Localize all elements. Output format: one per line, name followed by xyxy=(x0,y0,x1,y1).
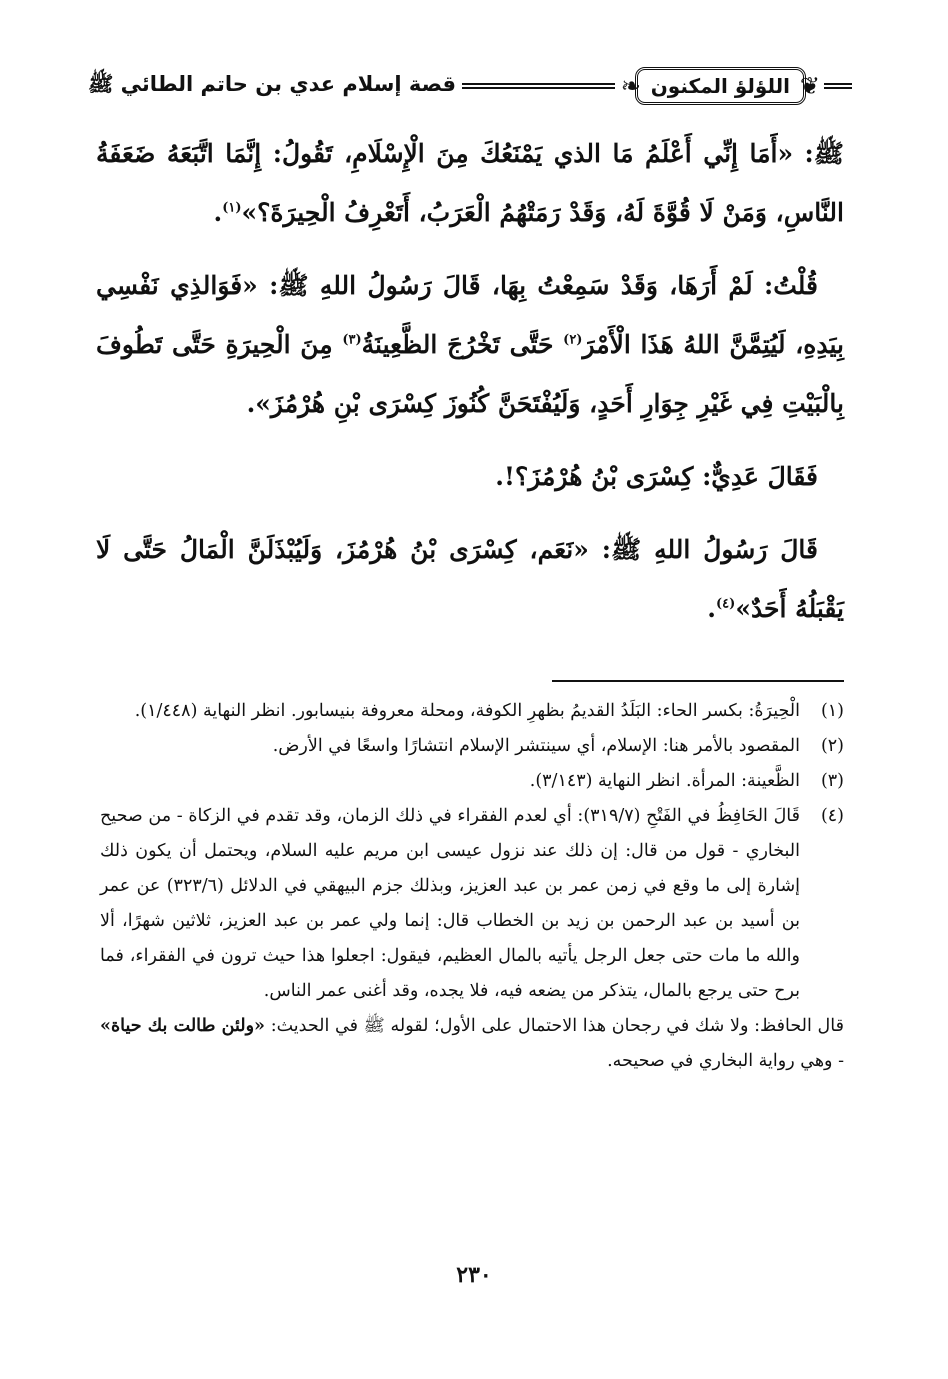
footnote-ref-1[interactable]: (١) xyxy=(222,200,242,216)
footnote-ref-3[interactable]: (٣) xyxy=(342,332,362,348)
header-rule-middle xyxy=(462,83,615,89)
paragraph-4 xyxy=(96,520,844,638)
paragraph-1-end: . xyxy=(213,198,223,227)
header-rule-right xyxy=(824,83,852,89)
ornament-curl-left-icon: ❧ xyxy=(620,72,641,100)
paragraph-2 xyxy=(96,256,844,433)
book-title: اللؤلؤ المكنون xyxy=(650,74,790,98)
footnote-2 xyxy=(100,729,844,764)
ornament-curl-right-icon: ❦ xyxy=(799,72,820,100)
footnote-continuation-end: - وهي رواية البخاري في صحيحه. xyxy=(607,1051,844,1071)
paragraph-1 xyxy=(96,124,844,242)
footnotes xyxy=(100,694,844,1079)
paragraph-4-end: . xyxy=(707,594,717,623)
page-header xyxy=(88,62,856,110)
footnote-number: (١) xyxy=(820,701,844,721)
footnote-4-continuation xyxy=(100,1009,844,1079)
paragraph-4-text: قَالَ رَسُولُ اللهِ ﷺ: «نَعَم، كِسْرَى بْنُ هُرْمُزَ، وَلَيُبْذَلَنَّ الْمَالُ حَتَّى لَا يَقْبَلُهُ أَحَدٌ» xyxy=(96,535,844,623)
footnote-number: (٢) xyxy=(820,736,844,756)
footnote-number: (٣) xyxy=(820,771,844,791)
paragraph-2-text-a: قُلْتُ: لَمْ أَرَهَا، وَقَدْ سَمِعْتُ بِهَا، قَالَ رَسُولُ اللهِ ﷺ: «فَوَالذِي نَفْسِي بِيَدِهِ، لَيُتِمَّنَّ اللهُ هَذَا الْأَمْرَ xyxy=(96,271,844,359)
footnote-ref-2[interactable]: (٢) xyxy=(563,332,583,348)
main-text xyxy=(96,124,844,652)
footnote-3 xyxy=(100,764,844,799)
paragraph-2-text-c: مِنَ الْحِيرَةِ حَتَّى تَطُوفَ بِالْبَيْتِ فِي غَيْرِ جِوَارِ أَحَدٍ، وَلَيُفْتَحَنَّ كُنُوزَ كِسْرَى بْنِ هُرْمُزَ». xyxy=(96,330,844,418)
footnote-text: الْحِيرَةُ: بكسر الحاء: البَلَدُ القديمُ بظهرِ الكوفة، ومحلة معروفة بنيسابور. انظر النهاية (١/٤٤٨). xyxy=(134,701,800,721)
paragraph-2-text-b: حَتَّى تَخْرُجَ الظَّعِينَةُ xyxy=(361,330,564,359)
footnote-text: الظَّعينة: المرأة. انظر النهاية (٣/١٤٣). xyxy=(529,771,800,791)
running-title: قصة إسلام عدي بن حاتم الطائي ﷺ xyxy=(88,71,457,96)
footnote-text: المقصود بالأمر هنا: الإسلام، أي سينتشر الإسلام انتشارًا واسعًا في الأرض. xyxy=(272,736,800,756)
footnote-4 xyxy=(100,799,844,1009)
footnote-text: قَالَ الحَافِظُ في الفَتْحِ (٣١٩/٧): أي لعدم الفقراء في ذلك الزمان، وقد تقدم في الزكاة - من صحيح البخاري - قول من قال: إن ذلك عند نزول عيسى ابن مريم عليه السلام، ويحتمل أن يكون ذلك إشارة إلى ما وقع في زمن عمر بن عبد العزيز، وبذلك جزم البيهقي في الدلائل (٣٢٣/٦) عن عمر بن أسيد بن عبد الرحمن بن زيد بن الخطاب قال: إنما ولي عمر بن عبد العزيز، ثلاثين شهرًا، ألا والله ما مات حتى جعل الرجل يأتيه بالمال العظيم، فيقول: اجعلوا هذا حيث ترون في الفقراء، فما برح حتى يرجع بالمال، يتذكر من يضعه فيه، فلا يجده، وقد أغنى عمر الناس. xyxy=(100,806,800,1001)
footnote-separator xyxy=(552,680,844,682)
paragraph-1-text: ﷺ: «أَمَا إِنِّي أَعْلَمُ مَا الذي يَمْنَعُكَ مِنَ الْإِسْلَامِ، تَقُولُ: إِنَّمَا اتَّبَعَهُ ضَعَفَةُ النَّاسِ، وَمَنْ لَا قُوَّةَ لَهُ، وَقَدْ رَمَتْهُمُ الْعَرَبُ، أَتَعْرِفُ الْحِيرَةَ؟» xyxy=(96,139,844,227)
footnote-ref-4[interactable]: (٤) xyxy=(716,596,736,612)
footnote-continuation-text: قال الحافظ: ولا شك في رجحان هذا الاحتمال على الأول؛ لقوله ﷺ في الحديث: xyxy=(270,1016,844,1036)
hadith-quote: «ولئن طالت بك حياة» xyxy=(100,1016,265,1036)
footnote-1 xyxy=(100,694,844,729)
footnote-number: (٤) xyxy=(820,806,844,826)
page-number: ٢٣٠ xyxy=(456,1262,492,1288)
book-title-ornament xyxy=(621,65,820,107)
paragraph-3: فَقَالَ عَدِيٌّ: كِسْرَى بْنُ هُرْمُزَ؟!. xyxy=(495,462,818,491)
